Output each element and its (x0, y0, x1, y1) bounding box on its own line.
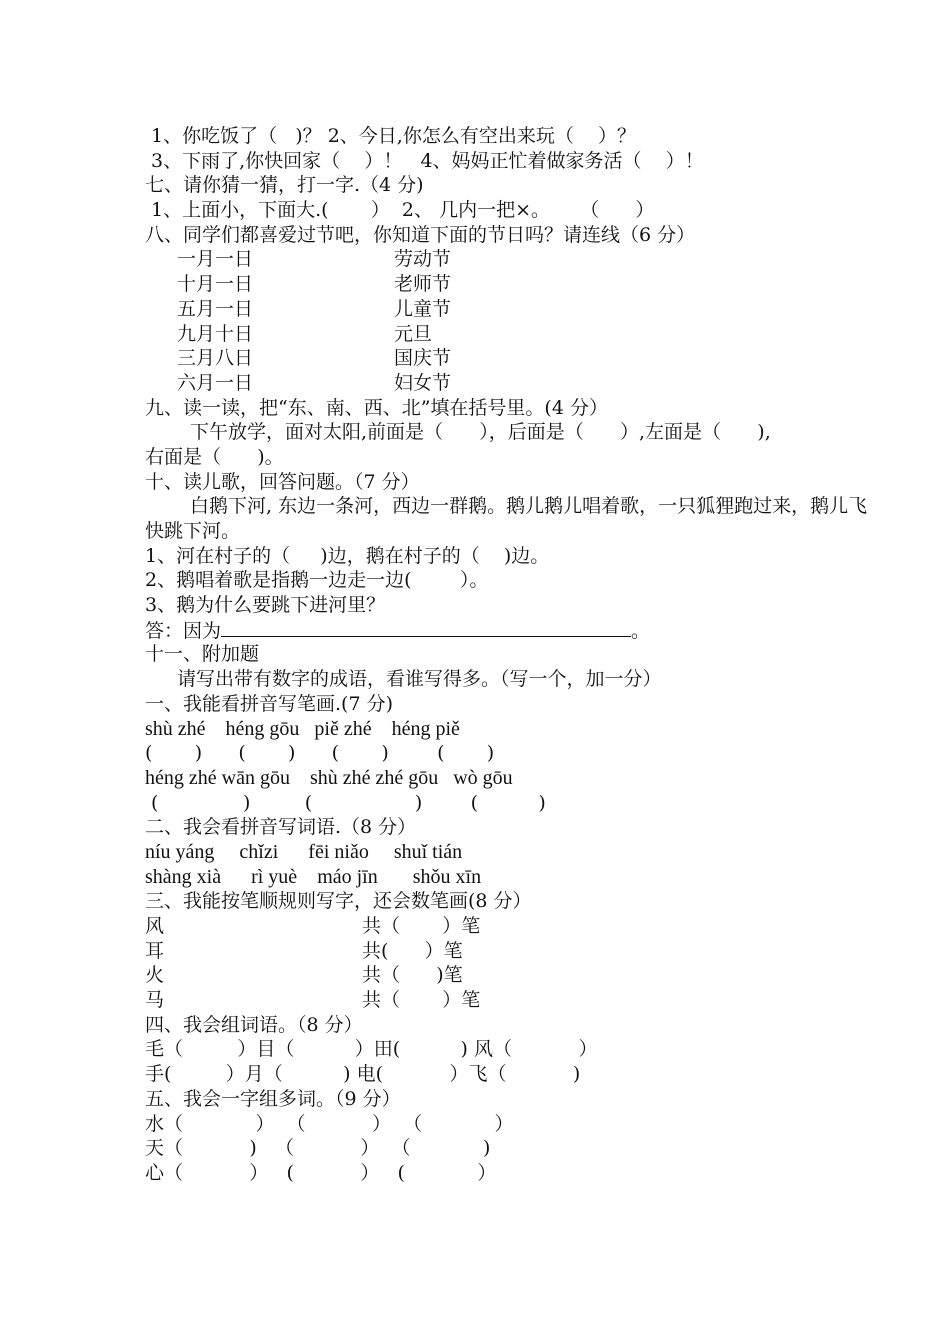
p1-blanks-1: ( ) ( ) ( ) ( ) (145, 742, 495, 765)
p5-title: 五、我会一字组多词。（9 分） (145, 1087, 401, 1110)
q9-body-1: 下午放学，面对太阳,前面是（ ），后面是（ ）,左面是（ ), (190, 421, 771, 444)
q10-title: 十、读儿歌，回答问题。（7 分） (145, 470, 420, 493)
stroke-row: 风 共（ ）笔 (145, 915, 481, 938)
q8-title: 八、同学们都喜爱过节吧，你知道下面的节日吗？请连线（6 分） (145, 223, 696, 246)
festival-row: 六月一日 妇女节 (177, 371, 452, 394)
q10-question-3: 3、鹅为什么要跳下进河里？ (145, 594, 386, 617)
p1-title: 一、我能看拼音写笔画.(7 分) (145, 692, 393, 715)
p5-row: 天（ ) （ ） （ ) (145, 1137, 491, 1160)
q10-question-2: 2、鹅唱着歌是指鹅一边走一边( ）。 (145, 569, 489, 592)
q10-poem: 白鹅下河, 东边一条河，西边一群鹅。鹅儿鹅儿唱着歌，一只狐狸跑过来，鹅儿飞快跳下河。 (145, 495, 868, 543)
festival-matching (145, 247, 885, 395)
p5-row: 水（ ） （ ） （ ） (145, 1112, 514, 1135)
answer-underline (221, 618, 631, 637)
p1-pinyin-1: shù zhé héng gōu piě zhé héng piě (145, 717, 460, 740)
q11-body: 请写出带有数字的成语，看谁写得多。（写一个，加一分） (177, 668, 662, 691)
festival-row: 五月一日 儿童节 (177, 297, 452, 320)
q7-riddles: 1、上面小，下面大.( ） 2、 几内一把×。 （ ） (145, 199, 655, 222)
festival-row: 三月八日 国庆节 (177, 347, 452, 370)
festival-row: 十月一日 老师节 (177, 273, 452, 296)
stroke-row: 马 共（ ）笔 (145, 989, 481, 1012)
p2-title: 二、我会看拼音写词语.（8 分） (145, 816, 417, 839)
p3-title: 三、我能按笔顺规则写字，还会数笔画(8 分） (145, 890, 532, 913)
p2-pinyin-1: níu yáng chǐzi fēi niǎo shuǐ tián (145, 840, 463, 863)
stroke-row: 耳 共( ）笔 (145, 939, 463, 962)
q11-title: 十一、附加题 (145, 643, 260, 666)
q10-answer: 答：因为 。 (145, 619, 651, 642)
p4-row-1: 毛（ ）目（ ）田( ) 风（ ） (145, 1038, 598, 1061)
p2-pinyin-2: shàng xià rì yuè máo jīn shǒu xīn (145, 865, 482, 888)
q9-title: 九、读一读，把“东、南、西、北”填在括号里。(4 分） (145, 396, 608, 419)
q6-line-1: 1、你吃饭了（ )？ 2、今日,你怎么有空出来玩（ ）？ (145, 125, 636, 147)
festival-row: 一月一日 劳动节 (177, 248, 452, 271)
p1-blanks-2: ( ) ( ) ( ) (145, 791, 546, 814)
q7-title: 七、请你猜一猜，打一字.（4 分) (145, 174, 424, 197)
festival-row: 九月十日 元旦 (177, 322, 433, 345)
stroke-row: 火 共（ )笔 (145, 964, 463, 987)
q9-body-2: 右面是（ )。 (145, 445, 284, 468)
p5-row: 心（ ） ( ） ( ） (145, 1161, 497, 1184)
q10-question-1: 1、河在村子的（ )边，鹅在村子的（ )边。 (145, 544, 550, 567)
p4-row-2: 手( ）月（ ) 电( ）飞（ ) (145, 1063, 581, 1086)
q6-line-2: 3、下雨了,你快回家（ ）！ 4、妈妈正忙着做家务活（ ）！ (145, 149, 704, 172)
exam-content (145, 124, 885, 1186)
p1-pinyin-2: héng zhé wān gōu shù zhé zhé gōu wò gōu (145, 766, 513, 789)
p4-title: 四、我会组词语。（8 分） (145, 1013, 363, 1036)
